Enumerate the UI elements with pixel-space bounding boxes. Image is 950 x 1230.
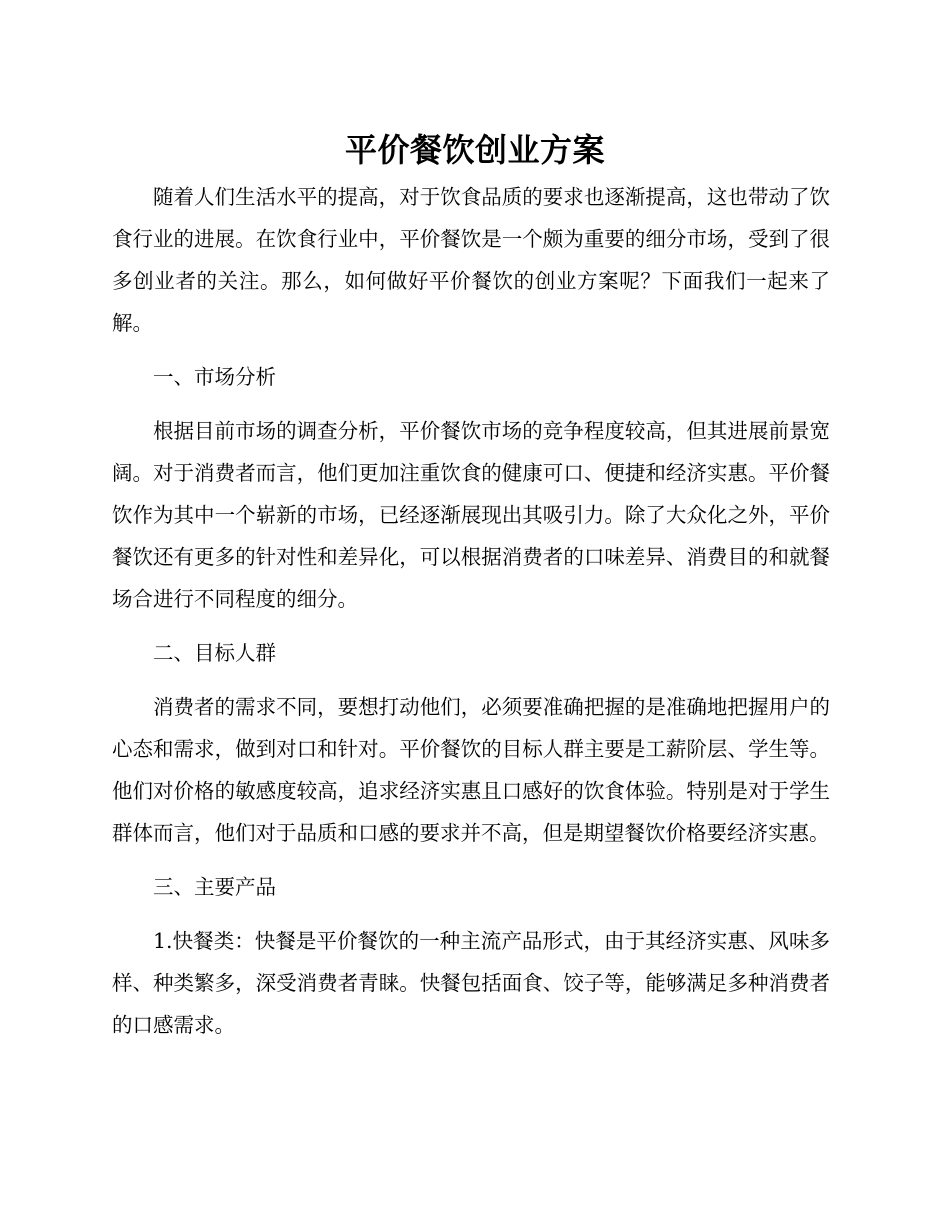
section-heading-market-analysis: 一、市场分析 bbox=[153, 365, 276, 389]
section-heading-main-products: 三、主要产品 bbox=[153, 875, 276, 899]
market-analysis-paragraph: 根据目前市场的调查分析，平价餐饮市场的竞争程度较高，但其进展前景宽阔。对于消费者而言，他们更加注重饮食的健康可口、便捷和经济实惠。平价餐饮作为其中一个崭新的市场，已经逐渐展现出其吸引力。除了大众化之外，平价餐饮还有更多的针对性和差异化，可以根据消费者的口味差异、消费目的和就餐场合进行不同程度的细分。 bbox=[112, 419, 830, 611]
section-heading-target-audience: 二、目标人群 bbox=[153, 641, 276, 665]
document-body bbox=[112, 176, 830, 1046]
intro-paragraph: 随着人们生活水平的提高，对于饮食品质的要求也逐渐提高，这也带动了饮食行业的进展。在饮食行业中，平价餐饮是一个颇为重要的细分市场，受到了很多创业者的关注。那么，如何做好平价餐饮的创业方案呢？下面我们一起来了解。 bbox=[112, 185, 830, 335]
fast-food-paragraph: 1.快餐类：快餐是平价餐饮的一种主流产品形式，由于其经济实惠、风味多样、种类繁多，深受消费者青睐。快餐包括面食、饺子等，能够满足多种消费者的口感需求。 bbox=[112, 929, 830, 1037]
target-audience-paragraph: 消费者的需求不同，要想打动他们，必须要准确把握的是准确地把握用户的心态和需求，做到对口和针对。平价餐饮的目标人群主要是工薪阶层、学生等。他们对价格的敏感度较高，追求经济实惠且口感好的饮食体验。特别是对于学生群体而言，他们对于品质和口感的要求并不高，但是期望餐饮价格要经济实惠。 bbox=[112, 695, 830, 845]
document-title: 平价餐饮创业方案 bbox=[344, 131, 605, 169]
